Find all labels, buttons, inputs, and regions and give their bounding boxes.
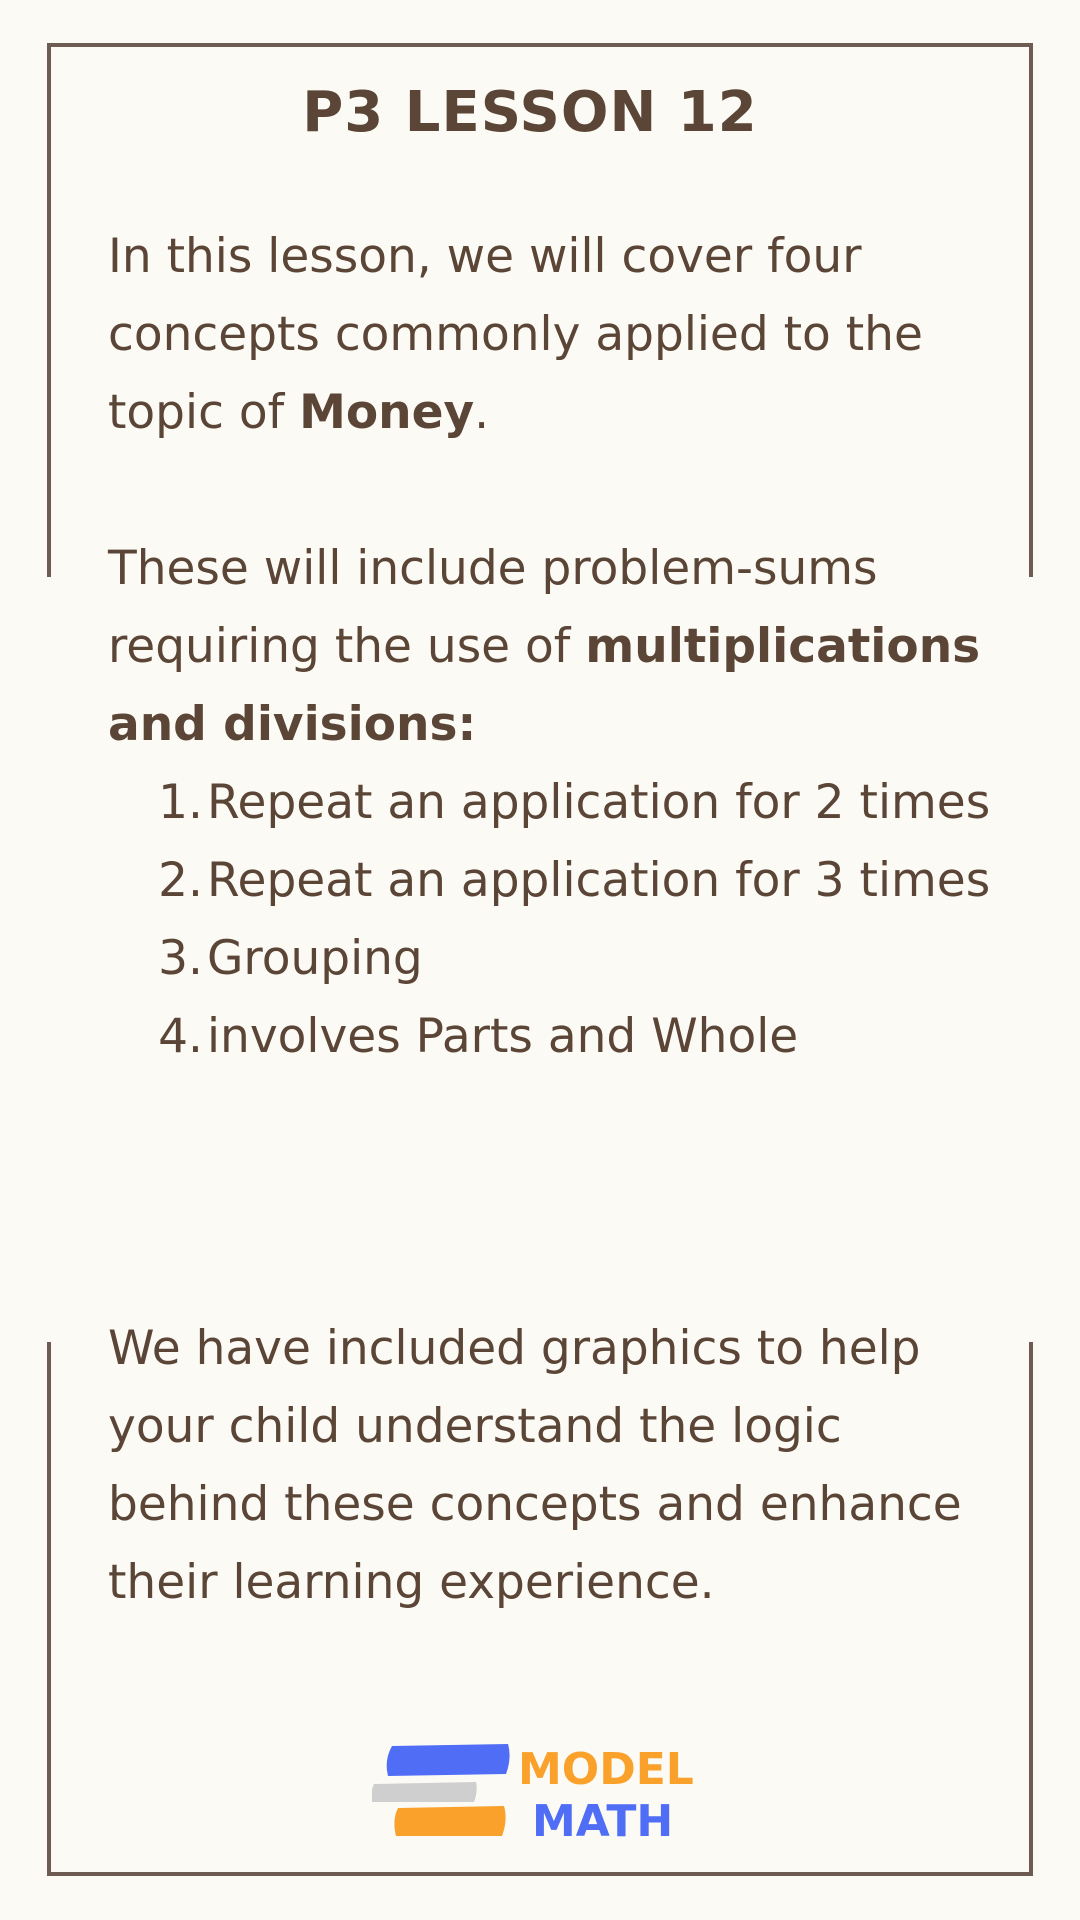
frame-left-bottom-border	[47, 1342, 51, 1876]
list-item	[108, 998, 1008, 1076]
frame-right-bottom-border	[1029, 1342, 1033, 1876]
frame-bottom-border	[47, 1872, 1033, 1876]
frame-top-border	[47, 43, 1033, 47]
details-emphasis: multiplications and divisions:	[108, 619, 981, 752]
list-item-number: 4.	[158, 1009, 203, 1064]
logo-text-math: MATH	[532, 1796, 674, 1847]
list-item-text: Grouping	[207, 931, 423, 986]
list-item	[108, 842, 1008, 920]
details-paragraph	[108, 530, 1008, 764]
intro-lead: In this lesson, we will cover four concepts commonly applied to the topic of	[108, 229, 923, 440]
logo-gray-stroke	[372, 1782, 477, 1802]
list-item	[108, 920, 1008, 998]
intro-tail: .	[474, 385, 490, 440]
list-item-number: 1.	[158, 775, 203, 830]
concept-list	[108, 764, 1008, 1076]
page-title: P3 LESSON 12	[302, 80, 758, 145]
list-item-number: 3.	[158, 931, 203, 986]
details-lead: These will include problem-sums requiring the use of	[108, 541, 878, 674]
logo-text-model: MODEL	[518, 1744, 694, 1795]
model-math-logo	[372, 1740, 712, 1850]
list-item	[108, 764, 1008, 842]
topic-name: Money	[299, 385, 475, 440]
logo-blue-stroke	[387, 1744, 510, 1776]
closing-paragraph: We have included graphics to help your child understand the logic behind these concepts and enhance their learning experience.	[108, 1321, 962, 1610]
list-item-number: 2.	[158, 853, 203, 908]
list-item-text: Repeat an application for 2 times	[207, 775, 991, 830]
list-item-text: involves Parts and Whole	[207, 1009, 799, 1064]
logo-orange-stroke	[394, 1806, 505, 1836]
intro-paragraph	[108, 218, 1008, 452]
list-item-text: Repeat an application for 3 times	[207, 853, 991, 908]
